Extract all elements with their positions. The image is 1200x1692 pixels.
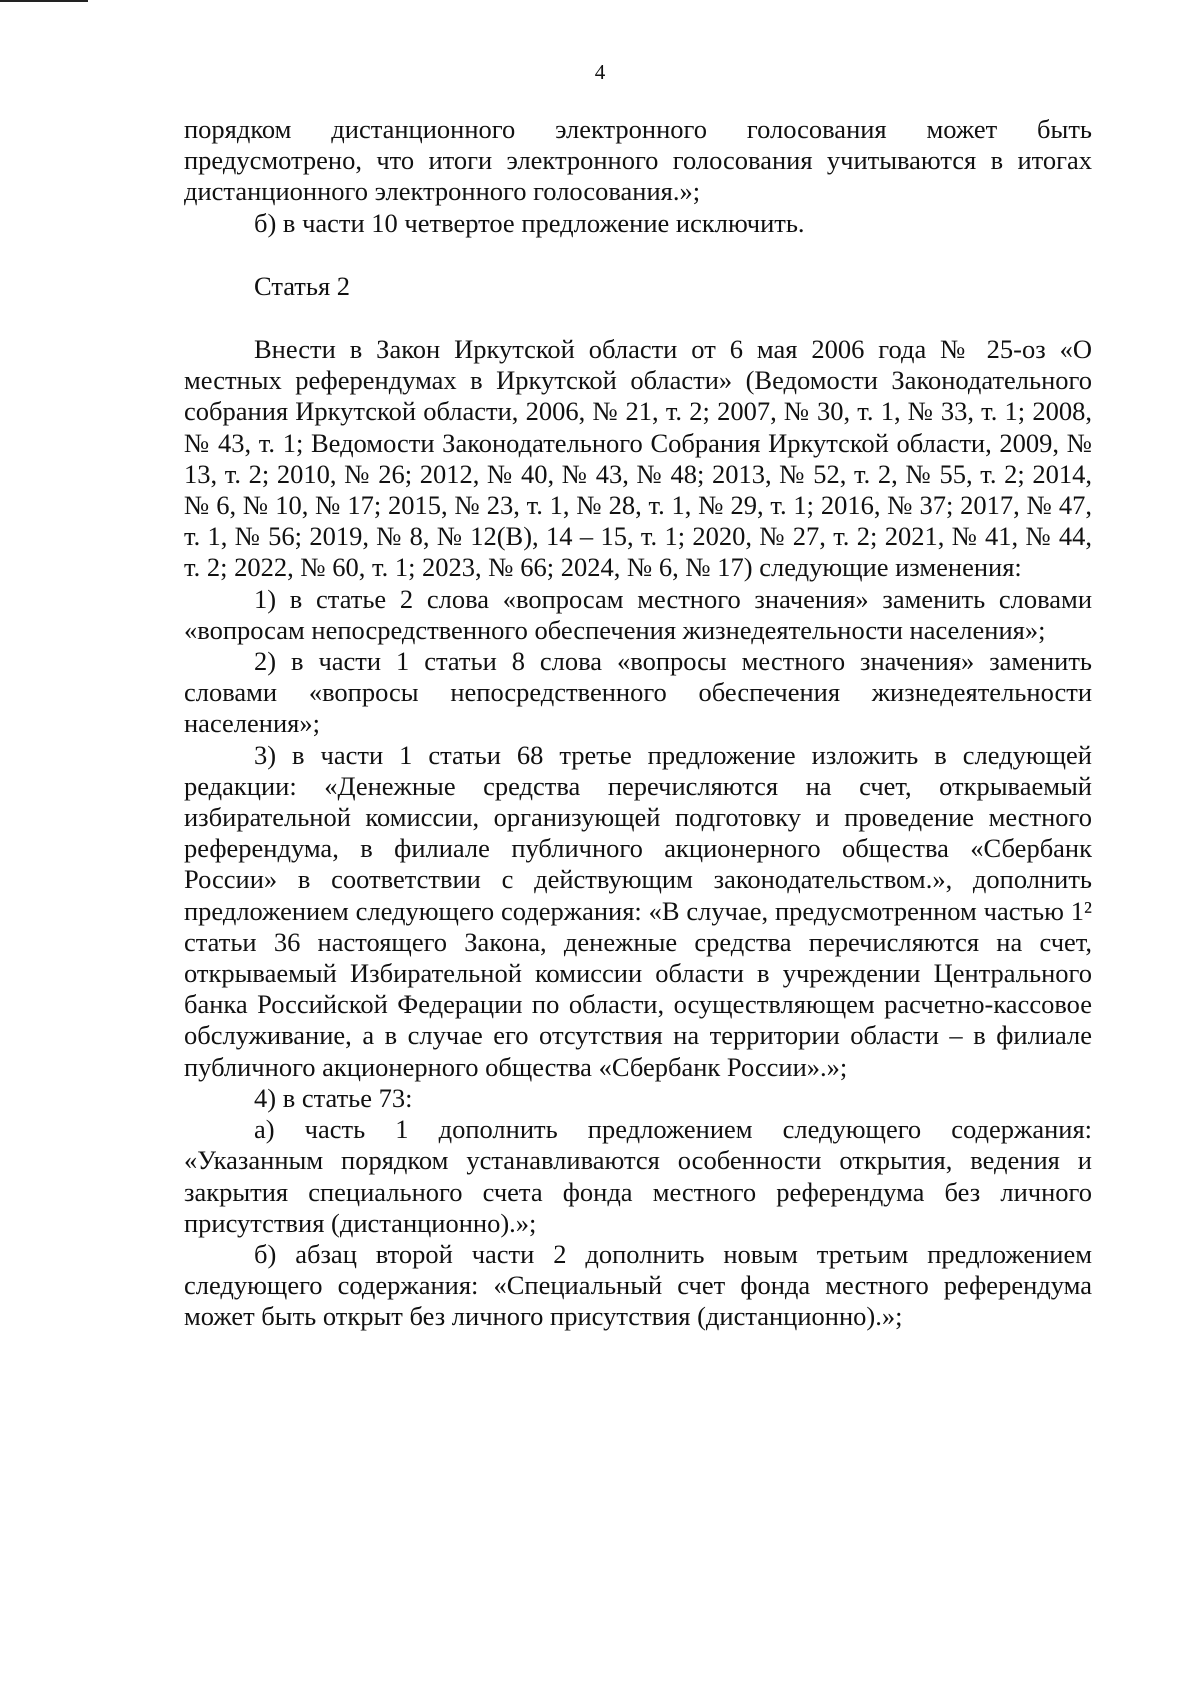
paragraph-item-4: 4) в статье 73: [254,1082,413,1113]
paragraph-article-intro: Внести в Закон Иркутской области от 6 мая 2006 года № 25-оз «О местных референдумах в Иркутской области» (Ведомости Законодательного собрания Иркутской области, 2006, № 21, т. 2; 2007, № 30, т. 1, № 33, т. 1; 2008, № 43, т. 1; Ведомости Законодательного Собрания Иркутской области, 2009, № 13, т. 2; 2010, № 26; 2012, № 40, № 43, № 48; 2013, № 52, т. 2, № 55, т. 2; 2014, № 6, № 10, № 17; 2015, № 23, т. 1, № 28, т. 1, № 29, т. 1; 2016, № 37; 2017, № 47, т. 1, № 56; 2019, № 8, № 12(В), 14 – 15, т. 1; 2020, № 27, т. 2; 2021, № 41, № 44, т. 2; 2022, № 60, т. 1; 2023, № 66; 2024, № 6, № 17) следующие изменения: [184,334,1092,583]
article-heading: Статья 2 [254,270,351,301]
paragraph-item-3: 3) в части 1 статьи 68 третье предложение изложить в следующей редакции: «Денежные средства перечисляются на счет, открываемый избирательной комиссии, организующей подготовку и проведение местного референдума, в филиале публичного акционерного общества «Сбербанк России» в соответствии с действующим законодательством.», дополнить предложением следующего содержания: «В случае, предусмотренном частью 1² статьи 36 настоящего Закона, денежные средства перечисляются на счет, открываемый Избирательной комиссии области в учреждении Центрального банка Российской Федерации по области, осуществляющем расчетно-кассовое обслуживание, а в случае его отсутствия на территории области – в филиале публичного акционерного общества «Сбербанк России».»; [184,739,1092,1082]
paragraph-item-2: 2) в части 1 статьи 8 слова «вопросы местного значения» заменить словами «вопросы непосредственного обеспечения жизнедеятельности населения»; [184,646,1092,739]
paragraph-item-4a: а) часть 1 дополнить предложением следующего содержания: «Указанным порядком устанавливаются особенности открытия, ведения и закрытия специального счета фонда местного референдума без личного присутствия (дистанционно).»; [184,1114,1092,1238]
paragraph-item-b: б) в части 10 четвертое предложение исключить. [254,207,805,238]
paragraph-item-4b: б) абзац второй части 2 дополнить новым третьим предложением следующего содержания: «Специальный счет фонда местного референдума может быть открыт без личного присутствия (дистанционно).»; [184,1238,1092,1332]
scan-edge-mark [0,0,88,2]
page-number: 4 [594,60,606,84]
paragraph-item-1: 1) в статье 2 слова «вопросам местного значения» заменить словами «вопросам непосредственного обеспечения жизнедеятельности населения»; [184,583,1092,645]
paragraph-continuation: порядком дистанционного электронного голосования может быть предусмотрено, что итоги электронного голосования учитываются в итогах дистанционного электронного голосования.»; [184,114,1092,207]
document-body [184,114,1092,1333]
